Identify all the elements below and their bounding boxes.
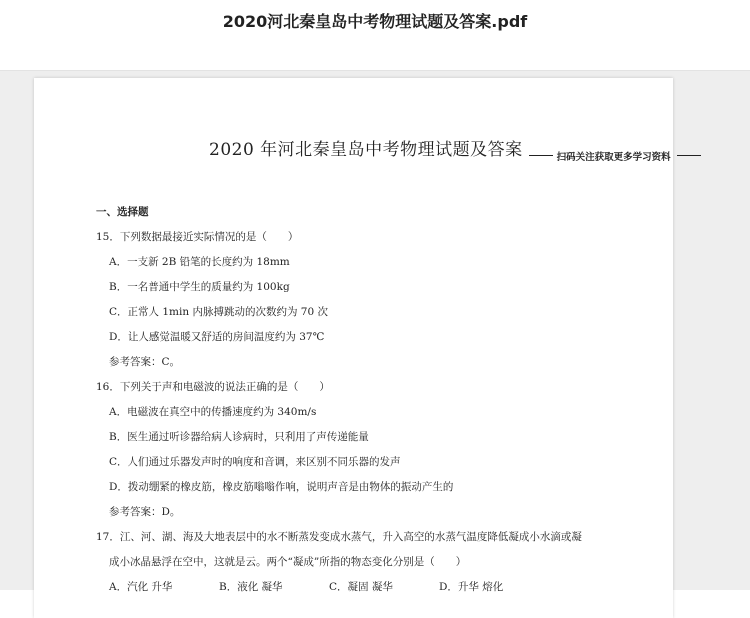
question-options-row	[96, 578, 653, 603]
viewer-toolbar	[0, 0, 750, 71]
document-header-title: 2020 年河北秦皇岛中考物理试题及答案	[209, 140, 523, 160]
question-option: A．电磁波在真空中的传播速度约为 340m/s	[109, 406, 317, 418]
document-header	[209, 140, 671, 166]
document-viewer[interactable]	[0, 71, 750, 593]
question-option: C．人们通过乐器发声时的响度和音调，来区别不同乐器的发声	[109, 456, 401, 468]
question-stem: 17．江、河、湖、海及大地表层中的水不断蒸发变成水蒸气，升入高空的水蒸气温度降低凝成小水滴或凝	[96, 531, 582, 543]
answer-line: 参考答案：D。	[109, 506, 181, 518]
pdf-page	[34, 78, 673, 618]
question-stem-continued: 成小冰晶悬浮在空中，这就是云。两个“凝成”所指的物态变化分别是（ ）	[109, 556, 467, 568]
question-option: D．拨动绷紧的橡皮筋，橡皮筋嗡嗡作响，说明声音是由物体的振动产生的	[109, 481, 454, 493]
document-body	[96, 203, 653, 603]
question-stem: 16．下列关于声和电磁波的说法正确的是（ ）	[96, 381, 330, 393]
question-option: D．升华 熔化	[439, 581, 504, 593]
file-title: 2020河北秦皇岛中考物理试题及答案.pdf	[222, 12, 528, 31]
question-option: D．让人感觉温暖又舒适的房间温度约为 37℃	[109, 331, 325, 343]
document-header-subtitle: 扫码关注获取更多学习资料	[556, 152, 671, 163]
question-stem: 15．下列数据最接近实际情况的是（ ）	[96, 231, 299, 243]
section-heading: 一、选择题	[96, 206, 149, 218]
question-option: A．汽化 升华	[109, 581, 173, 593]
question-option: C．正常人 1min 内脉搏跳动的次数约为 70 次	[109, 306, 329, 318]
question-option: B．一名普通中学生的质量约为 100kg	[109, 281, 290, 293]
question-option: B．医生通过听诊器给病人诊病时，只利用了声传递能量	[109, 431, 369, 443]
question-option: C．凝固 凝华	[329, 581, 393, 593]
question-option: A．一支新 2B 铅笔的长度约为 18mm	[109, 256, 290, 268]
question-option: B．液化 凝华	[219, 581, 283, 593]
header-divider	[529, 155, 553, 156]
header-divider	[677, 155, 701, 156]
answer-line: 参考答案：C。	[109, 356, 181, 368]
